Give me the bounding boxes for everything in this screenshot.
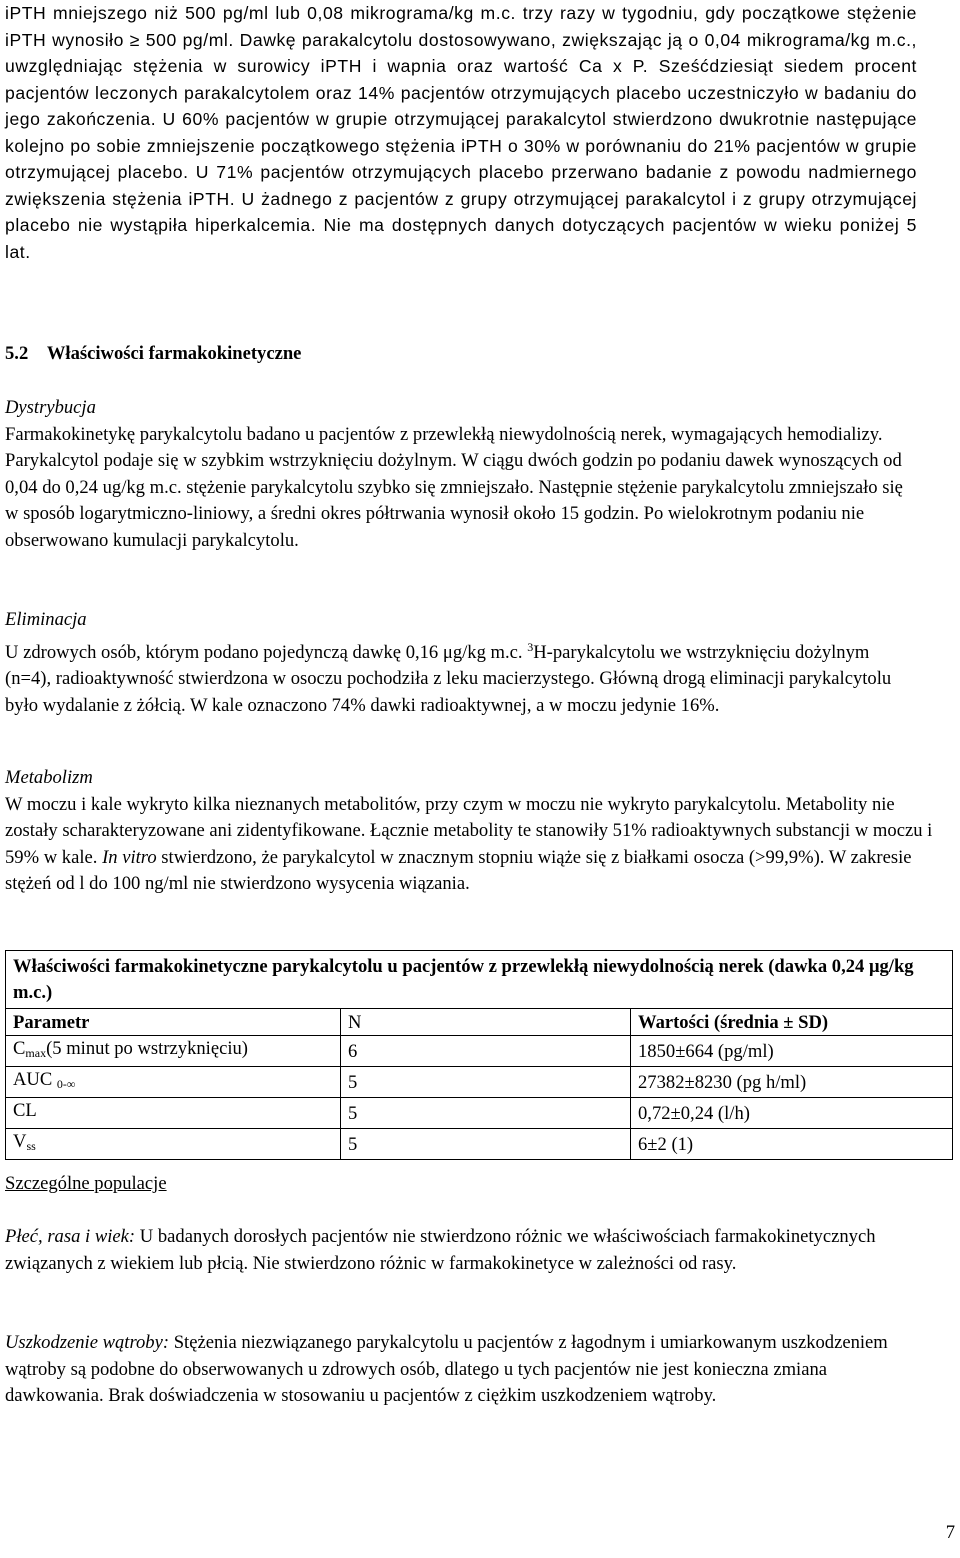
table-cell-value: 6±2 (1)	[631, 1129, 953, 1160]
metabolism-section	[5, 765, 933, 898]
table-cell-value: 0,72±0,24 (l/h)	[631, 1098, 953, 1129]
table-cell-n: 5	[341, 1067, 631, 1098]
elimination-title: Eliminacja	[5, 609, 87, 630]
page-number: 7	[945, 1522, 955, 1543]
table-row	[6, 1129, 953, 1160]
distribution-text: Farmakokinetykę parykalcytolu badano u pacjentów z przewlekłą niewydolnością nerek, wymagających hemodializy. Parykalcytol podaje się w szybkim wstrzyknięciu dożylnym. W ciągu dwóch godzin po podaniu dawek wynoszących od 0,04 do 0,24 ug/kg m.c. stężenie parykalcytolu szybko się zmniejszało. Następnie stężenie parykalcytolu zmniejszało się w sposób logarytmiczno-liniowy, a średni okres półtrwania wynosił około 15 godzin. Po wielokrotnym podaniu nie obserwowano kumulacji parykalcytolu.	[5, 423, 903, 551]
pk-table-header-values: Wartości (średnia ± SD)	[631, 1009, 953, 1036]
table-cell-param: $C_{max}(5$ minut po wstrzyknięciu)	[6, 1036, 341, 1067]
metabolism-title: Metabolizm	[5, 767, 93, 788]
table-cell-value: 27382±8230 (pg h/ml)	[631, 1067, 953, 1098]
pk-table-caption: Właściwości farmakokinetyczne parykalcytolu u pacjentów z przewlekłą niewydolnością nerek (dawka 0,24 μg/kg m.c.)	[6, 951, 953, 1009]
pk-table-header-n: N	[341, 1009, 631, 1036]
special-populations-title: Szczególne populacje	[5, 1173, 167, 1194]
table-row	[6, 1098, 953, 1129]
liver-paragraph: Uszkodzenie wątroby: Stężenia niezwiązanego parykalcytolu u pacjentów z łagodnym i umiarkowanym uszkodzeniem wątroby są podobne do obserwowanych u zdrowych osób, dlatego u tych pacjentów nie jest konieczna zmiana dawkowania. Brak doświadczenia w stosowaniu u pacjentów z ciężkim uszkodzeniem wątroby.	[5, 1332, 888, 1406]
table-cell-n: 5	[341, 1129, 631, 1160]
distribution-section	[5, 395, 925, 554]
section-heading: 5.2 Właściwości farmakokinetyczne	[5, 343, 302, 364]
table-cell-value: 1850±664 (pg/ml)	[631, 1036, 953, 1067]
table-row	[6, 1036, 953, 1067]
distribution-title: Dystrybucja	[5, 397, 96, 418]
metabolism-text: W moczu i kale wykryto kilka nieznanych metabolitów, przy czym w moczu nie wykryto parykalcytolu. Metabolity nie zostały scharakteryzowane ani zidentyfikowane. Łącznie metabolity te stanowiły 51% radioaktywnych substancji w moczu i 59% w kale. In vitro stwierdzono, że parykalcytol w znacznym stopniu wiąże się z białkami osocza (>99,9%). W zakresie stężeń od l do 100 ng/ml nie stwierdzono wysycenia wiązania.	[5, 793, 933, 894]
table-cell-param: AUC $_{0-\infty}$	[6, 1067, 341, 1098]
sex-race-age-paragraph: Płeć, rasa i wiek: U badanych dorosłych pacjentów nie stwierdzono różnic we właściwościach farmakokinetycznych związanych z wiekiem lub płcią. Nie stwierdzono różnic w farmakokinetyce w zależności od rasy.	[5, 1226, 876, 1274]
table-cell-n: 5	[341, 1098, 631, 1129]
isotope-superscript: 3	[527, 639, 534, 654]
elimination-text: U zdrowych osób, którym podano pojedynczą dawkę 0,16 μg/kg m.c. $^3$H-parykalcytolu we wstrzyknięciu dożylnym (n=4), radioaktywność stwierdzona w osoczu pochodziła z leku macierzystego. Główną drogą eliminacji parykalcytolu było wydalanie z żółcią. W kale oznaczono 74% dawki radioaktywnej, a w moczu jedynie 16%.	[5, 639, 892, 716]
pk-table-header-parametr: Parametr	[6, 1009, 341, 1036]
table-cell-param: CL	[6, 1098, 341, 1129]
table-cell-param: $V_{ss}$	[6, 1129, 341, 1160]
pk-table-header-row	[6, 1009, 953, 1036]
intro-paragraph: iPTH mniejszego niż 500 pg/ml lub 0,08 mikrograma/kg m.c. trzy razy w tygodniu, gdy początkowe stężenie iPTH wynosiło ≥ 500 pg/ml. Dawkę parakalcytolu dostosowywano, zwiększając ją o 0,04 mikrograma/kg m.c., uwzględniając stężenia w surowicy iPTH i wapnia oraz wartość Ca x P. Sześćdziesiąt siedem procent pacjentów leczonych parakalcytolem oraz 14% pacjentów otrzymujących placebo uczestniczyło w badaniu do jego zakończenia. U 60% pacjentów w grupie otrzymującej parakalcytol stwierdzono dwukrotnie następujące kolejno po sobie zmniejszenie początkowego stężenia iPTH o 30% w porównaniu do 21% pacjentów w grupie otrzymującej placebo. U 71% pacjentów otrzymujących placebo przerwano badanie z powodu nadmiernego zwiększenia stężenia iPTH. U żadnego z pacjentów z grupy otrzymującej parakalcytol i z grupy otrzymującej placebo nie wystąpiła hiperkalcemia. Nie ma dostępnych danych dotyczących pacjentów w wieku poniżej 5 lat.	[5, 3, 917, 262]
elimination-section	[5, 607, 925, 719]
pk-table	[5, 950, 953, 1160]
table-row	[6, 1067, 953, 1098]
table-cell-n: 6	[341, 1036, 631, 1067]
